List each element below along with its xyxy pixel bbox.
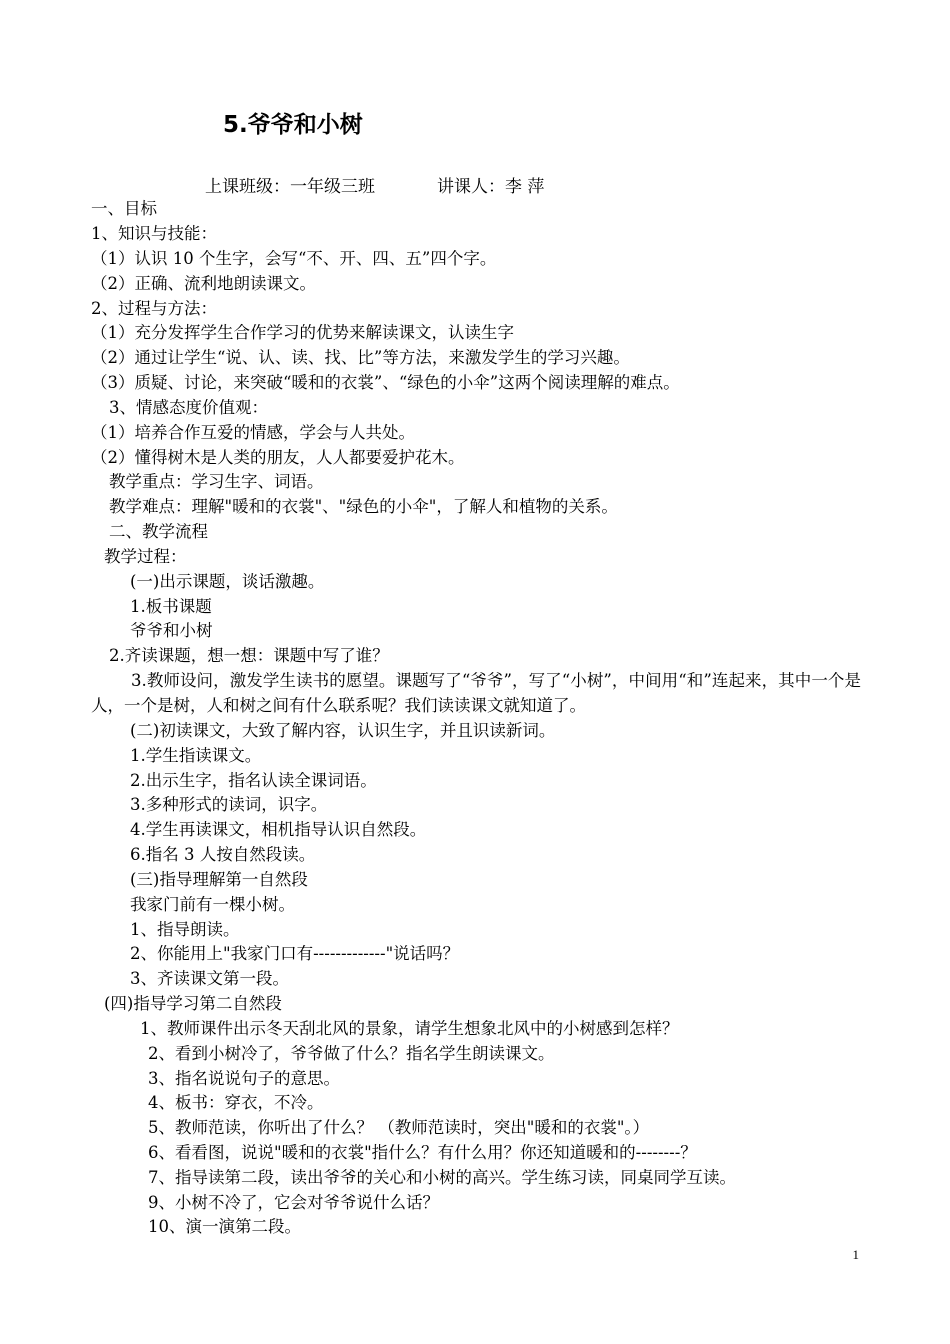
text-line: 1.板书课题 <box>130 597 212 616</box>
text-line: 3、齐读课文第一段。 <box>130 969 289 988</box>
text-line: （1）培养合作互爱的情感，学会与人共处。 <box>91 423 415 442</box>
text-line: 3、情感态度价值观： <box>109 398 268 417</box>
text-line: （1）充分发挥学生合作学习的优势来解读课文，认读生字 <box>91 323 514 342</box>
text-line: 我家门前有一棵小树。 <box>130 895 295 914</box>
text-line: 2、看到小树冷了，爷爷做了什么？指名学生朗读课文。 <box>148 1044 555 1063</box>
page-number: 1 <box>852 1247 859 1262</box>
text-line: 2、你能用上"我家门口有-------------"说话吗？ <box>130 944 460 963</box>
text-line: 1、知识与技能： <box>91 224 217 243</box>
body-paragraph: 3.教师设问，激发学生读书的愿望。课题写了“爷爷”，写了“小树”，中间用“和”连起来，其中一个是人，一个是树，人和树之间有什么联系呢？我们读读课文就知道了。 <box>91 671 861 715</box>
text-line: (三)指导理解第一自然段 <box>130 870 308 889</box>
text-line: 1、指导朗读。 <box>130 920 240 939</box>
text-line: (一)出示课题，谈话激趣。 <box>130 572 325 591</box>
text-line: 7、指导读第二段，读出爷爷的关心和小树的高兴。学生练习读，同桌同学互读。 <box>148 1168 736 1187</box>
text-line: 2、过程与方法： <box>91 299 217 318</box>
text-line: 4.学生再读课文，相机指导认识自然段。 <box>130 820 427 839</box>
text-line: 9、小树不冷了，它会对爷爷说什么话？ <box>148 1193 439 1212</box>
text-line: （2）通过让学生“说、认、读、找、比”等方法，来激发学生的学习兴趣。 <box>91 348 630 367</box>
text-line: 1.学生指读课文。 <box>130 746 262 765</box>
text-line: 2.齐读课题，想一想：课题中写了谁？ <box>109 646 389 665</box>
text-line: 5、教师范读，你听出了什么？ （教师范读时，突出"暖和的衣裳"。） <box>148 1118 650 1137</box>
class-label: 上课班级：一年级三班 <box>205 177 375 197</box>
text-line: 二、教学流程 <box>109 522 208 541</box>
text-line: （1）认识 10 个生字，会写“不、开、四、五”四个字。 <box>91 249 497 268</box>
text-line: 3.多种形式的读词，识字。 <box>130 795 328 814</box>
text-line: 3、指名说说句子的意思。 <box>148 1069 340 1088</box>
teacher-label: 讲课人：李 萍 <box>437 177 545 197</box>
text-line: 爷爷和小树 <box>130 621 213 640</box>
text-line: （2）正确、流利地朗读课文。 <box>91 274 316 293</box>
text-line: 6.指名 3 人按自然段读。 <box>130 845 316 864</box>
text-line: （3）质疑、讨论，来突破“暖和的衣裳”、“绿色的小伞”这两个阅读理解的难点。 <box>91 373 680 392</box>
document-title: 5.爷爷和小树 <box>223 112 363 138</box>
text-line: 6、看看图，说说"暖和的衣裳"指什么？有什么用？你还知道暖和的--------？ <box>148 1143 697 1162</box>
text-line: 教学过程： <box>104 547 187 566</box>
text-line: 教学重点：学习生字、词语。 <box>109 472 324 491</box>
text-line: 一、目标 <box>91 199 157 218</box>
text-line: (二)初读课文，大致了解内容，认识生字，并且识读新词。 <box>130 721 556 740</box>
text-line: 教学难点：理解"暖和的衣裳"、"绿色的小伞"，了解人和植物的关系。 <box>109 497 618 516</box>
text-line: 10、演一演第二段。 <box>148 1217 301 1236</box>
lesson-meta <box>205 172 544 197</box>
text-line: 4、板书：穿衣，不冷。 <box>148 1093 324 1112</box>
text-line: 1、教师课件出示冬天刮北风的景象，请学生想象北风中的小树感到怎样？ <box>140 1019 679 1038</box>
text-line: （2）懂得树木是人类的朋友，人人都要爱护花木。 <box>91 448 465 467</box>
text-line: 2.出示生字，指名认读全课词语。 <box>130 771 377 790</box>
text-line: (四)指导学习第二自然段 <box>104 994 282 1013</box>
